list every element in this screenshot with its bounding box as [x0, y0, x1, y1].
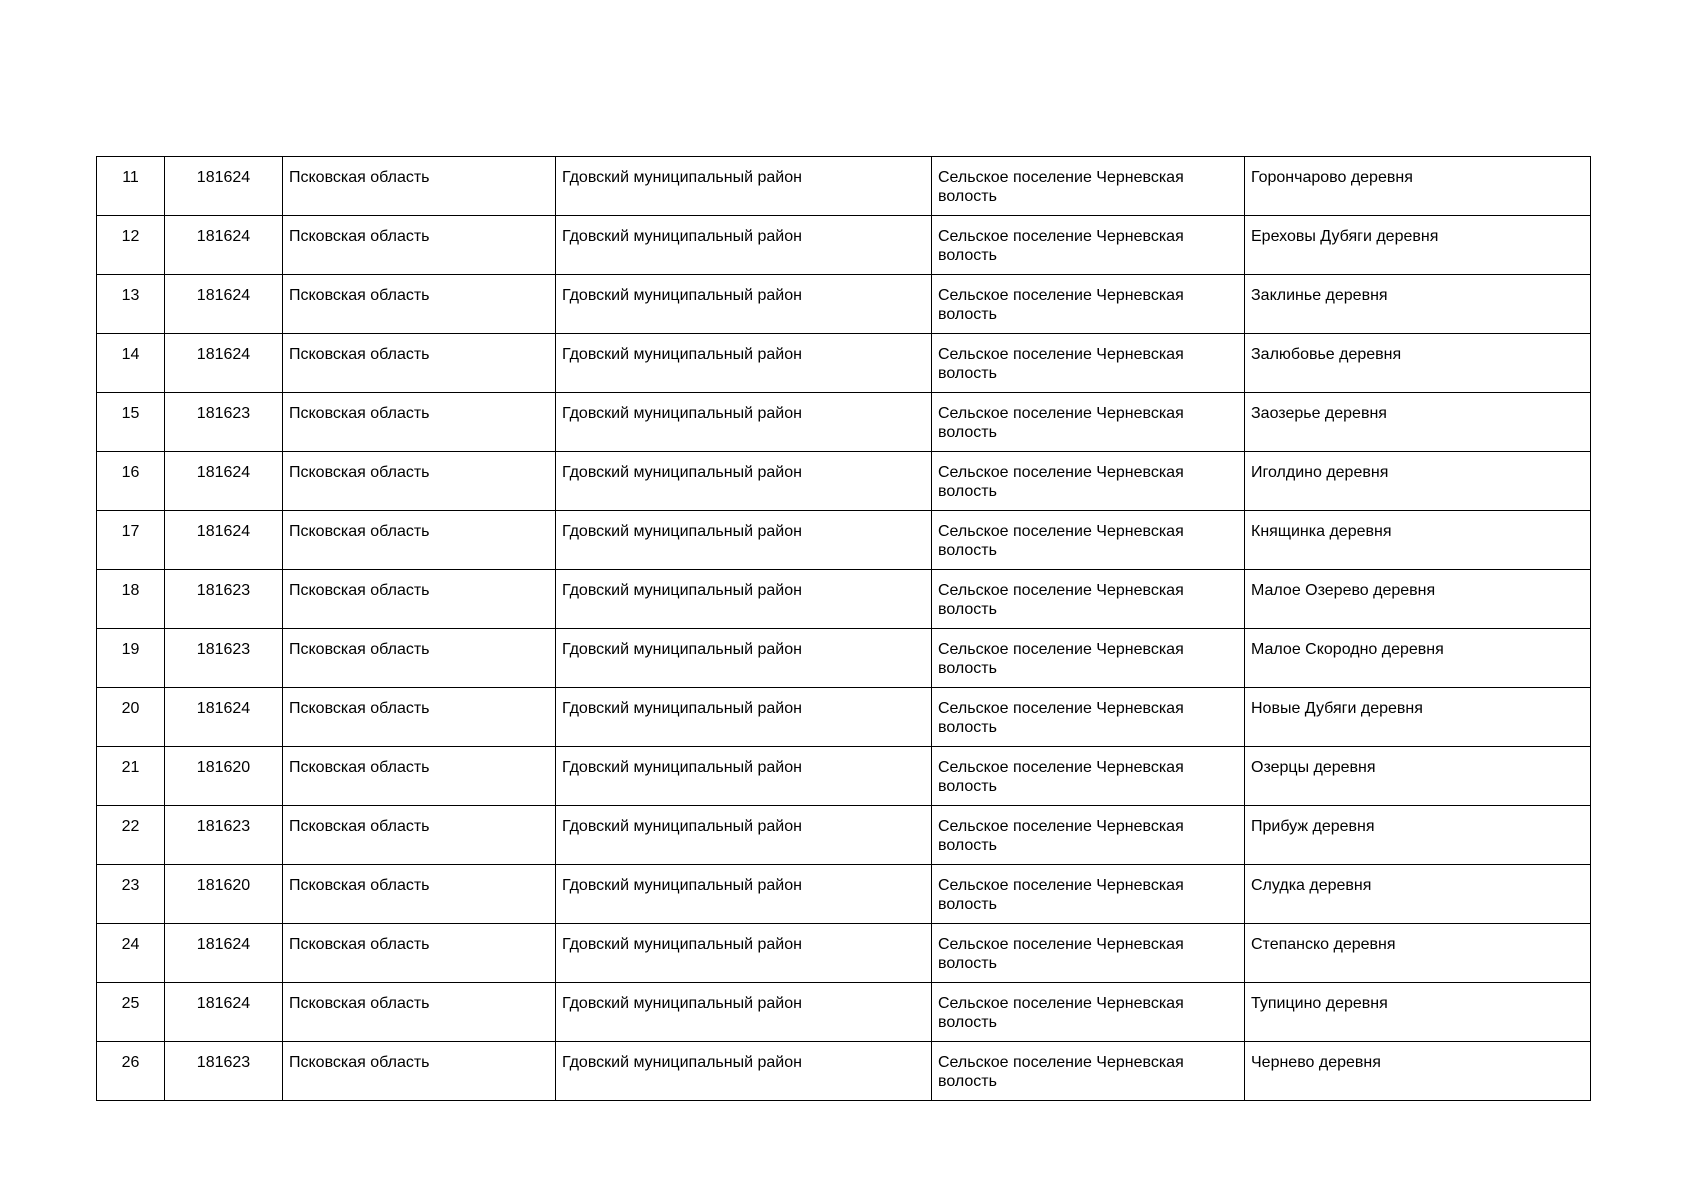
district-cell: Гдовский муниципальный район	[556, 334, 932, 393]
region-cell: Псковская область	[283, 275, 556, 334]
table-row	[97, 806, 1591, 865]
locality-cell: Залюбовье деревня	[1245, 334, 1591, 393]
row-number-cell: 21	[97, 747, 165, 806]
row-number-cell: 13	[97, 275, 165, 334]
postal-index-cell: 181623	[165, 806, 283, 865]
row-number-cell: 12	[97, 216, 165, 275]
postal-index-cell: 181624	[165, 511, 283, 570]
locality-cell: Малое Озерево деревня	[1245, 570, 1591, 629]
locality-cell: Тупицино деревня	[1245, 983, 1591, 1042]
locality-cell: Новые Дубяги деревня	[1245, 688, 1591, 747]
postal-index-cell: 181624	[165, 216, 283, 275]
region-cell: Псковская область	[283, 1042, 556, 1101]
locality-cell: Иголдино деревня	[1245, 452, 1591, 511]
settlement-cell: Сельское поселение Черневская волость	[932, 1042, 1245, 1101]
settlement-cell: Сельское поселение Черневская волость	[932, 216, 1245, 275]
row-number-cell: 23	[97, 865, 165, 924]
postal-index-cell: 181620	[165, 747, 283, 806]
settlement-cell: Сельское поселение Черневская волость	[932, 865, 1245, 924]
district-cell: Гдовский муниципальный район	[556, 629, 932, 688]
table-row	[97, 629, 1591, 688]
district-cell: Гдовский муниципальный район	[556, 924, 932, 983]
locality-cell: Чернево деревня	[1245, 1042, 1591, 1101]
district-cell: Гдовский муниципальный район	[556, 865, 932, 924]
region-cell: Псковская область	[283, 157, 556, 216]
row-number-cell: 22	[97, 806, 165, 865]
district-cell: Гдовский муниципальный район	[556, 1042, 932, 1101]
settlement-cell: Сельское поселение Черневская волость	[932, 275, 1245, 334]
district-cell: Гдовский муниципальный район	[556, 216, 932, 275]
region-cell: Псковская область	[283, 216, 556, 275]
postal-index-cell: 181624	[165, 688, 283, 747]
table-row	[97, 747, 1591, 806]
table-row	[97, 865, 1591, 924]
table-row	[97, 393, 1591, 452]
row-number-cell: 17	[97, 511, 165, 570]
row-number-cell: 15	[97, 393, 165, 452]
table-row	[97, 511, 1591, 570]
settlement-cell: Сельское поселение Черневская волость	[932, 157, 1245, 216]
postal-index-cell: 181623	[165, 629, 283, 688]
row-number-cell: 20	[97, 688, 165, 747]
postal-index-cell: 181624	[165, 275, 283, 334]
region-cell: Псковская область	[283, 393, 556, 452]
table-body	[97, 157, 1591, 1101]
region-cell: Псковская область	[283, 570, 556, 629]
district-cell: Гдовский муниципальный район	[556, 983, 932, 1042]
locality-cell: Прибуж деревня	[1245, 806, 1591, 865]
district-cell: Гдовский муниципальный район	[556, 570, 932, 629]
region-cell: Псковская область	[283, 334, 556, 393]
table-row	[97, 275, 1591, 334]
postal-index-cell: 181624	[165, 157, 283, 216]
settlement-cell: Сельское поселение Черневская волость	[932, 570, 1245, 629]
locality-cell: Степанско деревня	[1245, 924, 1591, 983]
row-number-cell: 16	[97, 452, 165, 511]
district-cell: Гдовский муниципальный район	[556, 275, 932, 334]
region-cell: Псковская область	[283, 511, 556, 570]
table-row	[97, 334, 1591, 393]
locality-cell: Заозерье деревня	[1245, 393, 1591, 452]
settlement-cell: Сельское поселение Черневская волость	[932, 511, 1245, 570]
table-row	[97, 924, 1591, 983]
district-cell: Гдовский муниципальный район	[556, 688, 932, 747]
postal-index-cell: 181623	[165, 393, 283, 452]
region-cell: Псковская область	[283, 983, 556, 1042]
settlement-cell: Сельское поселение Черневская волость	[932, 806, 1245, 865]
settlement-cell: Сельское поселение Черневская волость	[932, 452, 1245, 511]
district-cell: Гдовский муниципальный район	[556, 806, 932, 865]
district-cell: Гдовский муниципальный район	[556, 393, 932, 452]
row-number-cell: 18	[97, 570, 165, 629]
settlement-cell: Сельское поселение Черневская волость	[932, 688, 1245, 747]
region-cell: Псковская область	[283, 924, 556, 983]
region-cell: Псковская область	[283, 629, 556, 688]
locality-cell: Горончарово деревня	[1245, 157, 1591, 216]
row-number-cell: 19	[97, 629, 165, 688]
district-cell: Гдовский муниципальный район	[556, 452, 932, 511]
settlement-cell: Сельское поселение Черневская волость	[932, 393, 1245, 452]
table-row	[97, 570, 1591, 629]
address-table	[96, 156, 1591, 1101]
region-cell: Псковская область	[283, 452, 556, 511]
region-cell: Псковская область	[283, 747, 556, 806]
row-number-cell: 25	[97, 983, 165, 1042]
locality-cell: Ереховы Дубяги деревня	[1245, 216, 1591, 275]
locality-cell: Княщинка деревня	[1245, 511, 1591, 570]
region-cell: Псковская область	[283, 865, 556, 924]
district-cell: Гдовский муниципальный район	[556, 157, 932, 216]
table-row	[97, 983, 1591, 1042]
settlement-cell: Сельское поселение Черневская волость	[932, 747, 1245, 806]
settlement-cell: Сельское поселение Черневская волость	[932, 334, 1245, 393]
row-number-cell: 11	[97, 157, 165, 216]
table-row	[97, 157, 1591, 216]
locality-cell: Слудка деревня	[1245, 865, 1591, 924]
locality-cell: Заклинье деревня	[1245, 275, 1591, 334]
locality-cell: Озерцы деревня	[1245, 747, 1591, 806]
postal-index-cell: 181623	[165, 1042, 283, 1101]
locality-cell: Малое Скородно деревня	[1245, 629, 1591, 688]
table-row	[97, 216, 1591, 275]
postal-index-cell: 181624	[165, 983, 283, 1042]
settlement-cell: Сельское поселение Черневская волость	[932, 983, 1245, 1042]
table-row	[97, 688, 1591, 747]
region-cell: Псковская область	[283, 688, 556, 747]
district-cell: Гдовский муниципальный район	[556, 511, 932, 570]
postal-index-cell: 181624	[165, 452, 283, 511]
settlement-cell: Сельское поселение Черневская волость	[932, 924, 1245, 983]
table-row	[97, 452, 1591, 511]
settlement-cell: Сельское поселение Черневская волость	[932, 629, 1245, 688]
region-cell: Псковская область	[283, 806, 556, 865]
district-cell: Гдовский муниципальный район	[556, 747, 932, 806]
row-number-cell: 24	[97, 924, 165, 983]
postal-index-cell: 181623	[165, 570, 283, 629]
row-number-cell: 26	[97, 1042, 165, 1101]
postal-index-cell: 181624	[165, 334, 283, 393]
postal-index-cell: 181620	[165, 865, 283, 924]
postal-index-cell: 181624	[165, 924, 283, 983]
row-number-cell: 14	[97, 334, 165, 393]
table-row	[97, 1042, 1591, 1101]
